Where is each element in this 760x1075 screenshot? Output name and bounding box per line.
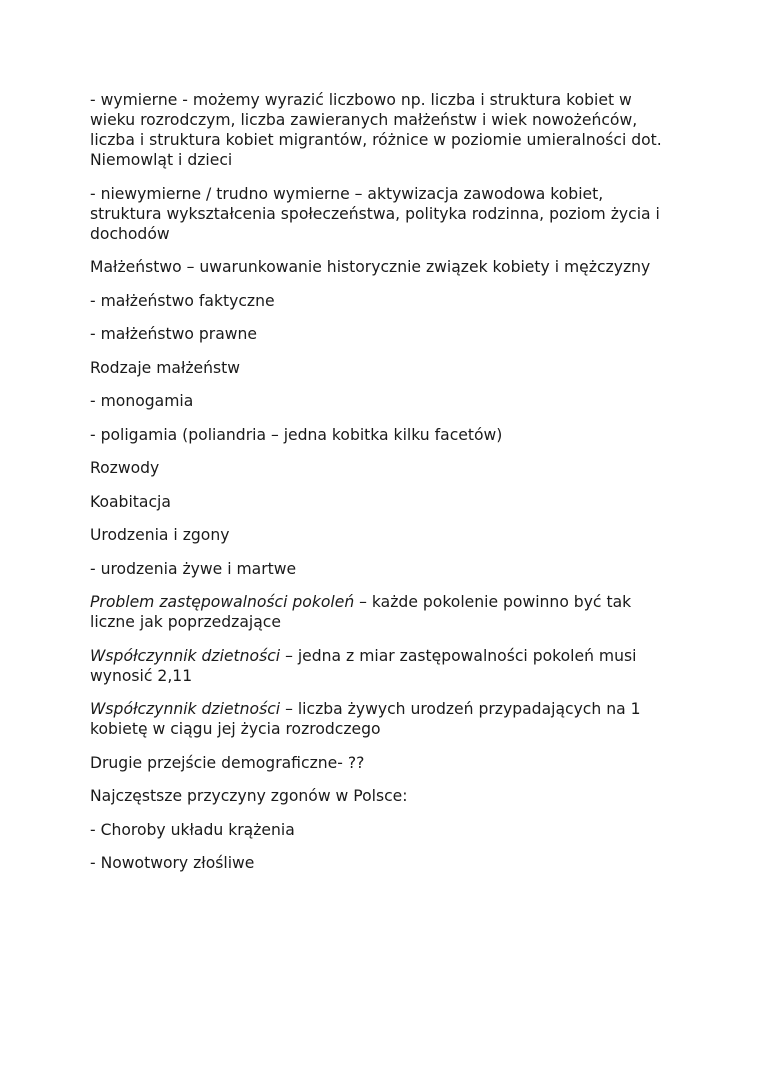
paragraph <box>90 324 710 344</box>
paragraph: Najczęstsze przyczyny zgonów w Polsce: <box>90 787 408 805</box>
text-line: Rodzaje małżeństw <box>90 358 241 377</box>
definition-term: Problem zastępowalności pokoleń <box>90 593 355 611</box>
definition-term: Współczynnik dzietności <box>90 700 281 718</box>
definitions-section <box>90 592 710 739</box>
text-line <box>90 592 710 612</box>
text-line: - poligamia (poliandria – jedna kobitka kilku facetów) <box>90 425 503 444</box>
text-line: liczba i struktura kobiet migrantów, różnice w poziomie umieralności dot. <box>90 131 662 149</box>
definition-paragraph <box>90 592 710 632</box>
text-line: - małżeństwo prawne <box>90 325 258 343</box>
paragraph <box>90 90 710 170</box>
text-line: wynosić 2,11 <box>90 666 193 685</box>
text-line: Niemowląt i dzieci <box>90 151 233 169</box>
paragraph: - Choroby układu krążenia <box>90 820 295 839</box>
paragraph <box>90 358 710 378</box>
document-page <box>90 90 710 887</box>
text-line: Koabitacja <box>90 492 171 511</box>
text-line: - wymierne - możemy wyrazić liczbowo np. liczba i struktura kobiet w <box>90 91 632 109</box>
text-line: Rozwody <box>90 459 160 477</box>
paragraph <box>90 391 710 411</box>
paragraph <box>90 559 710 579</box>
text-line: dochodów <box>90 224 170 243</box>
paragraph <box>90 492 710 512</box>
definition-paragraph <box>90 646 710 686</box>
paragraph <box>90 291 710 311</box>
text-line: struktura wykształcenia społeczeństwa, polityka rodzinna, poziom życia i <box>90 204 660 223</box>
paragraph <box>90 425 710 445</box>
text-line <box>90 646 710 666</box>
causes-section <box>90 753 710 874</box>
text-line: - niewymierne / trudno wymierne – aktywizacja zawodowa kobiet, <box>90 184 604 203</box>
paragraph <box>90 458 710 478</box>
text-line: - urodzenia żywe i martwe <box>90 559 297 578</box>
notes-section <box>90 90 710 579</box>
definition-text: – jedna z miar zastępowalności pokoleń musi <box>280 646 637 665</box>
definition-paragraph <box>90 699 710 739</box>
text-line: wieku rozrodczym, liczba zawieranych małżeństw i wiek nowożeńców, <box>90 111 638 129</box>
text-line <box>90 699 710 719</box>
text-line: Małżeństwo – uwarunkowanie historycznie związek kobiety i mężczyzny <box>90 258 651 276</box>
definition-text: – liczba żywych urodzeń przypadających na 1 <box>280 700 641 718</box>
paragraph <box>90 184 710 244</box>
text-line: - monogamia <box>90 392 194 410</box>
definition-term: Współczynnik dzietności <box>90 646 281 665</box>
text-line: kobietę w ciągu jej życia rozrodczego <box>90 720 381 738</box>
text-line: liczne jak poprzedzające <box>90 613 281 631</box>
text-line: Urodzenia i zgony <box>90 526 230 544</box>
paragraph: - Nowotwory złośliwe <box>90 854 255 872</box>
paragraph <box>90 525 710 545</box>
paragraph <box>90 257 710 277</box>
paragraph: Drugie przejście demograficzne- ?? <box>90 753 365 772</box>
definition-text: – każde pokolenie powinno być tak <box>354 593 632 611</box>
text-line: - małżeństwo faktyczne <box>90 291 275 310</box>
